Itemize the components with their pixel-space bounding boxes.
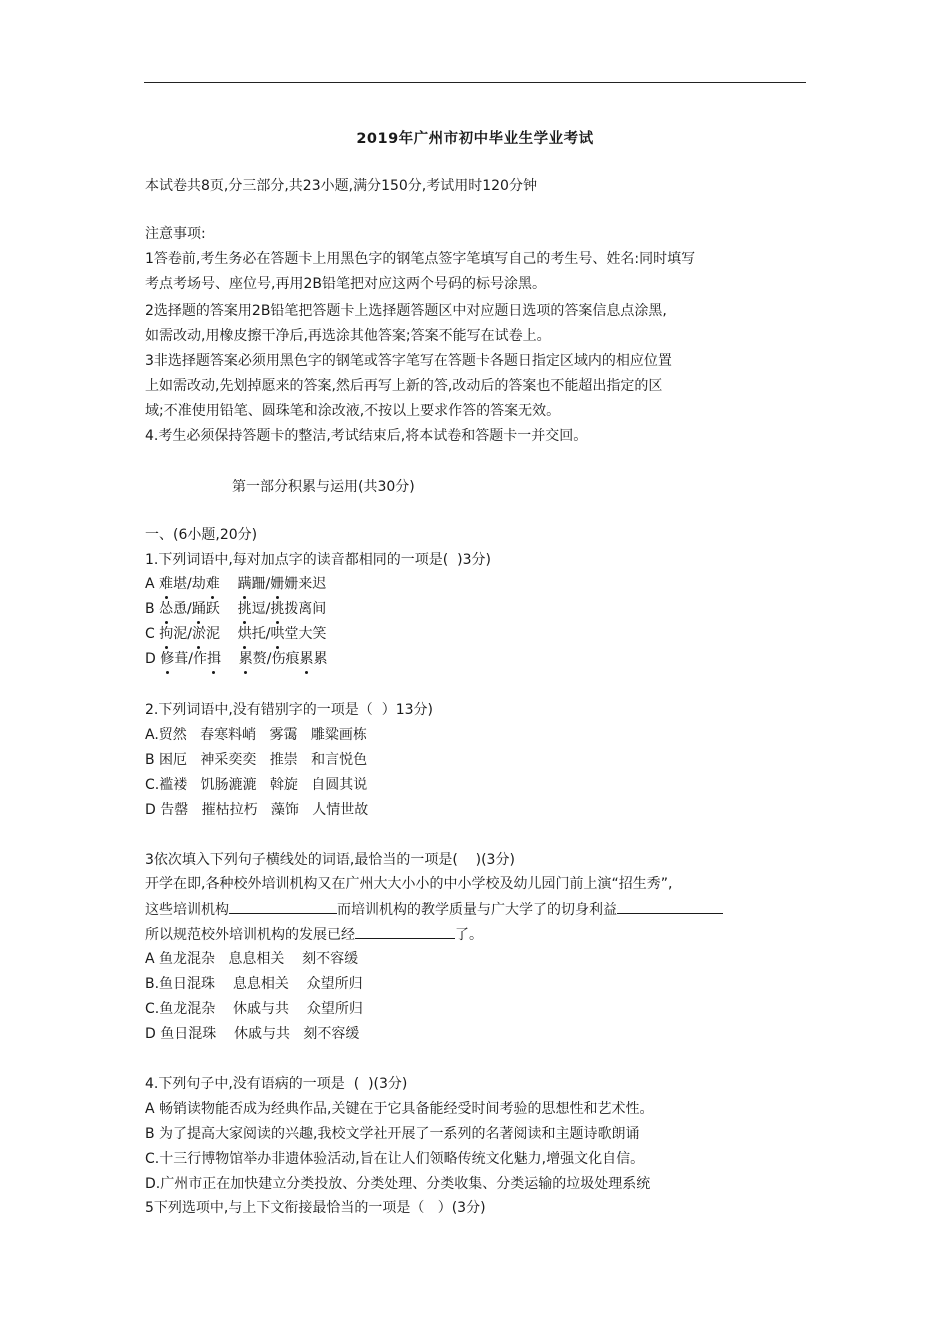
q4-stem: 4.下列句子中,没有语病的一项是 ( )(3分) [145, 1076, 408, 1092]
dotted-char: 烘 [237, 626, 252, 642]
q3-passage-line: 开学在即,各种校外培训机构又在广州大大小小的中小学校及幼儿园门前上演“招生秀”, [145, 876, 673, 892]
q3-option: A 鱼龙混杂 息息相关 刻不容缓 [145, 951, 359, 967]
q2-option: D 告罄 摧枯拉朽 藻饰 人情世故 [145, 802, 369, 818]
dotted-char: 挑 [237, 601, 252, 617]
q4-option: C.十三行博物馆举办非遗体验活动,旨在让人们领略传统文化魅力,增强文化自信。 [145, 1151, 645, 1167]
q3-passage-line: 所以规范校外培训机构的发展已经 了。 [145, 924, 483, 945]
dotted-char: 姗 [270, 576, 285, 592]
note-line: 3非选择题答案必须用黑色字的钢笔或答字笔写在答题卡各题日指定区域内的相应位置 [145, 353, 672, 369]
answer-blank [229, 899, 337, 914]
q2-option: B 困厄 神采奕奕 推崇 和言悦色 [145, 752, 368, 768]
dotted-char: 累 [238, 651, 253, 667]
q4-option: D.广州市正在加快建立分类投放、分类处理、分类收集、分类运输的垃圾处理系统 [145, 1176, 651, 1192]
q4-option: B 为了提高大家阅读的兴趣,我校文学社开展了一系列的名著阅读和主题诗歌朗诵 [145, 1126, 640, 1142]
note-line: 域;不准使用铅笔、圆珠笔和涂改液,不按以上要求作答的答案无效。 [145, 403, 561, 419]
exam-intro: 本试卷共8页,分三部分,共23小题,满分150分,考试用时120分钟 [145, 178, 537, 194]
q3-stem: 3依次填入下列句子横线处的词语,最恰当的一项是( )(3分) [145, 852, 515, 868]
answer-blank [617, 899, 723, 914]
dotted-char: 揖 [206, 651, 221, 667]
section-heading: 一、(6小题,20分) [145, 527, 258, 543]
note-line: 1答卷前,考生务必在答题卡上用黑色字的钢笔点签字笔填写自己的考生号、姓名:同时填写 [145, 251, 696, 267]
note-line: 2选择题的答案用2B铅笔把答题卡上选择题答题区中对应题日选项的答案信息点涂黑, [145, 303, 667, 319]
dotted-char: 拘 [159, 626, 174, 642]
dotted-char: 淤 [191, 626, 206, 642]
q5-stem: 5下列选项中,与上下文衔接最恰当的一项是（ ）(3分) [145, 1200, 486, 1216]
q4-option: A 畅销读物能否成为经典作品,关键在于它具备能经受时间考验的思想性和艺术性。 [145, 1101, 654, 1117]
q1-option-b: B 怂恿/踊跃 挑逗/挑拨离间 [145, 601, 327, 617]
q2-stem: 2.下列词语中,没有错别字的一项是（ ）13分) [145, 702, 433, 718]
q3-passage-line: 这些培训机构 而培训机构的教学质量与广大学了的切身利益 [145, 899, 723, 920]
part1-heading: 第一部分积累与运用(共30分) [232, 479, 415, 495]
dotted-char: 蹒 [237, 576, 252, 592]
q3-option: C.鱼龙混杂 休戚与共 众望所归 [145, 1001, 363, 1017]
note-line: 考点考场号、座位号,再用2B铅笔把对应这两个号码的标号涂黑。 [145, 276, 546, 292]
q1-option-a: A 难堪/劫难 蹒跚/姗姗来迟 [145, 576, 327, 592]
dotted-char: 累 [299, 651, 314, 667]
answer-blank [355, 924, 455, 939]
dotted-char: 难 [159, 576, 174, 592]
dotted-char: 踊 [191, 601, 206, 617]
exam-title: 2019年广州市初中毕业生学业考试 [356, 131, 594, 147]
note-line: 上如需改动,先划掉愿来的答案,然后再写上新的答,改动后的答案也不能超出指定的区 [145, 378, 663, 394]
header-rule [144, 82, 806, 83]
note-line: 如需改动,用橡皮擦干净后,再选涂其他答案;答案不能写在试卷上。 [145, 328, 551, 344]
dotted-char: 怂 [159, 601, 174, 617]
dotted-char: 挑 [270, 601, 285, 617]
q1-option-d: D 修葺/作揖 累赘/伤痕累累 [145, 651, 328, 667]
q3-option: D 鱼日混珠 休戚与共 刻不容缓 [145, 1026, 360, 1042]
notes-heading: 注意事项: [145, 226, 206, 242]
dotted-char: 修 [160, 651, 175, 667]
q3-option: B.鱼日混珠 息息相关 众望所归 [145, 976, 363, 992]
q2-option: A.贸然 春寒料峭 雾霭 雕粱画栋 [145, 727, 367, 743]
q2-option: C.褴褛 饥肠漉漉 斡旋 自圆其说 [145, 777, 368, 793]
dotted-char: 难 [205, 576, 220, 592]
note-line: 4.考生必须保持答题卡的整洁,考试结束后,将本试卷和答题卡一并交回。 [145, 428, 588, 444]
dotted-char: 哄 [270, 626, 285, 642]
q1-option-c: C 拘泥/淤泥 烘托/哄堂大笑 [145, 626, 327, 642]
q1-stem: 1.下列词语中,每对加点字的读音都相同的一项是( )3分) [145, 552, 491, 568]
